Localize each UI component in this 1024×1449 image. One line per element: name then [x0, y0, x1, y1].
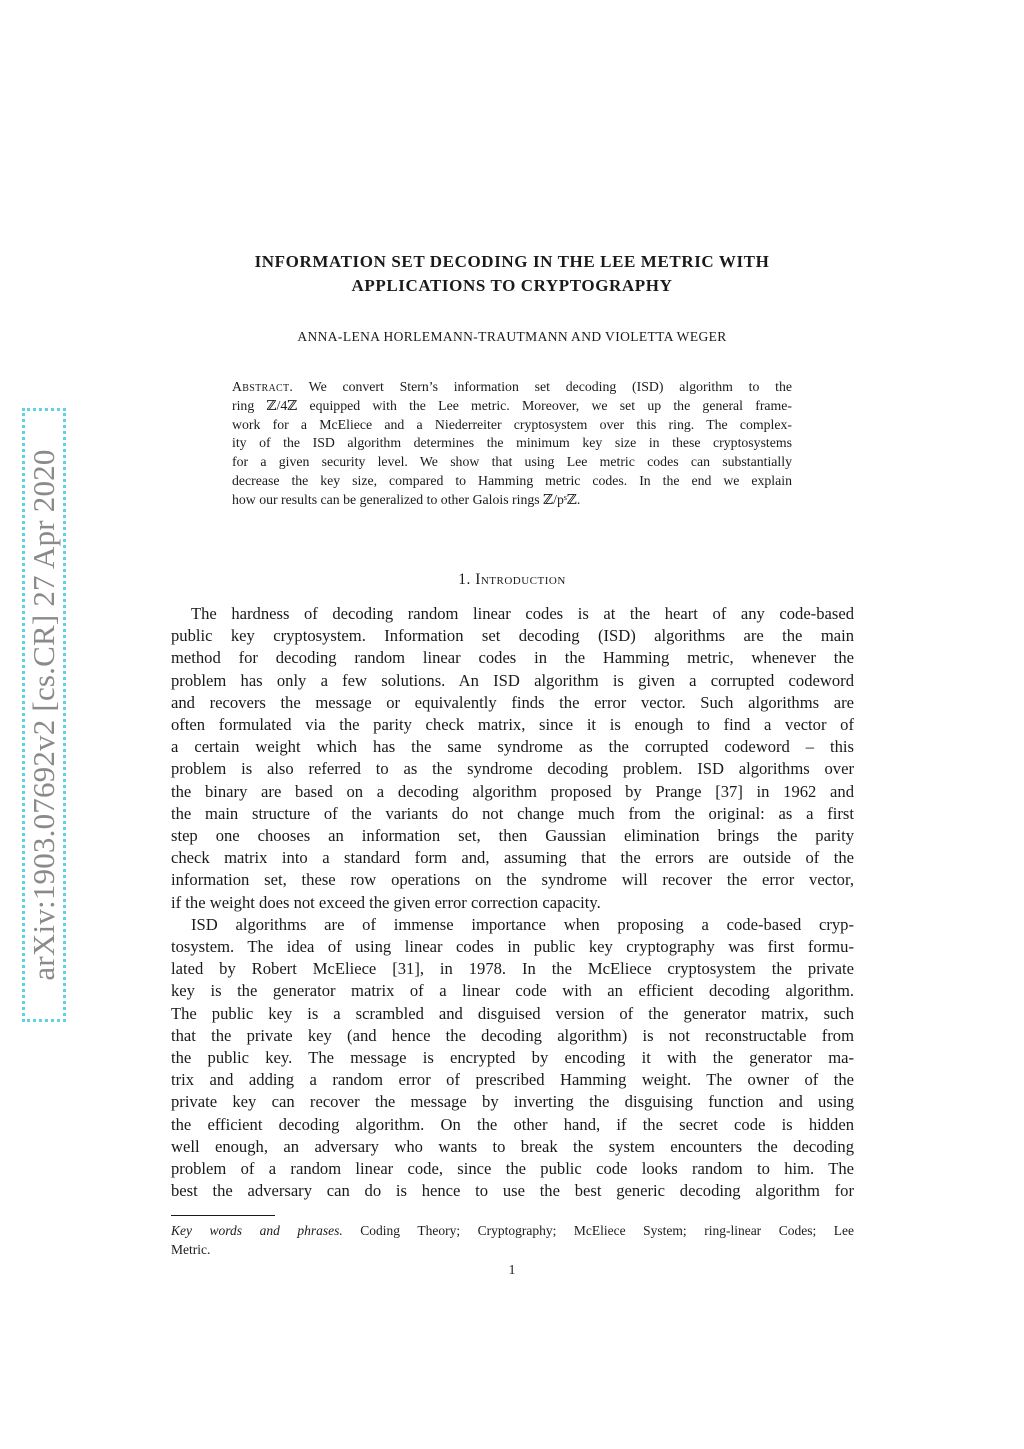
text-line: key is the generator matrix of a linear code with an efficient decoding algorithm.	[171, 981, 854, 1001]
footnote-label: Key words and phrases.	[171, 1223, 343, 1238]
text-line: a certain weight which has the same syndrome as the corrupted codeword – this	[171, 737, 854, 757]
text-line: the public key. The message is encrypted by encoding it with the generator ma-	[171, 1048, 854, 1068]
text-line: that the private key (and hence the decoding algorithm) is not reconstructable from	[171, 1025, 854, 1045]
footnote-line: Key words and phrases. Coding Theory; Cryptography; McEliece System; ring-linear Codes; Lee	[171, 1223, 854, 1238]
footnote-line: Metric.	[171, 1242, 211, 1257]
text-line: trix and adding a random error of prescribed Hamming weight. The owner of the	[171, 1070, 854, 1090]
text-line: problem of a random linear code, since the public code looks random to him. The	[171, 1159, 854, 1179]
text-line: method for decoding random linear codes in the Hamming metric, whenever the	[171, 648, 854, 668]
abstract-line: decrease the key size, compared to Hamming metric codes. In the end we explain	[232, 472, 792, 488]
text-line: often formulated via the parity check matrix, since it is enough to find a vector of	[171, 715, 854, 735]
arxiv-stamp	[22, 408, 66, 1022]
text-line: the main structure of the variants do not change much from the original: as a first	[171, 803, 854, 823]
text-line: problem has only a few solutions. An ISD algorithm is given a corrupted codeword	[171, 670, 854, 690]
section-title: Introduction	[475, 571, 566, 588]
text-line: public key cryptosystem. Information set decoding (ISD) algorithms are the main	[171, 626, 854, 646]
text-line: check matrix into a standard form and, assuming that the errors are outside of the	[171, 848, 854, 868]
text-line: well enough, an adversary who wants to break the system encounters the decoding	[171, 1136, 854, 1156]
section-number: 1.	[458, 571, 471, 588]
abstract-line: how our results can be generalized to other Galois rings ℤ/pˢℤ.	[232, 491, 581, 507]
text-line: and recovers the message or equivalently finds the error vector. Such algorithms are	[171, 692, 854, 712]
text-line: problem is also referred to as the syndrome decoding problem. ISD algorithms over	[171, 759, 854, 779]
text-line: tosystem. The idea of using linear codes in public key cryptography was first formu-	[171, 937, 854, 957]
text-line: ISD algorithms are of immense importance when proposing a code-based cryp-	[191, 914, 854, 934]
text-line: best the adversary can do is hence to use the best generic decoding algorithm for	[171, 1181, 854, 1201]
title-line: APPLICATIONS TO CRYPTOGRAPHY	[351, 276, 673, 295]
text-line: if the weight does not exceed the given error correction capacity.	[171, 892, 601, 912]
text-line: The hardness of decoding random linear codes is at the heart of any code-based	[191, 604, 854, 623]
text-line: information set, these row operations on the syndrome will recover the error vector,	[171, 870, 854, 890]
text-line: step one chooses an information set, then Gaussian elimination brings the parity	[171, 826, 854, 846]
abstract-line: for a given security level. We show that using Lee metric codes can substantially	[232, 454, 792, 470]
abstract	[232, 378, 792, 510]
abstract-line: ity of the ISD algorithm determines the minimum key size in these cryptosystems	[232, 435, 792, 451]
page-number: 1	[508, 1262, 516, 1277]
text-line: lated by Robert McEliece [31], in 1978. In the McEliece cryptosystem the private	[171, 959, 854, 979]
abstract-line: ring ℤ/4ℤ equipped with the Lee metric. Moreover, we set up the general frame-	[232, 397, 792, 413]
abstract-line: work for a McEliece and a Niederreiter cryptosystem over this ring. The complex-	[232, 416, 792, 432]
section-heading	[150, 571, 874, 589]
text-line: The public key is a scrambled and disguised version of the generator matrix, such	[171, 1003, 854, 1023]
paragraph-2	[171, 914, 854, 1203]
text-line: private key can recover the message by inverting the disguising function and using	[171, 1092, 854, 1112]
author-list: ANNA-LENA HORLEMANN-TRAUTMANN AND VIOLETTA WEGER	[297, 329, 727, 344]
footnote-rule	[171, 1215, 275, 1216]
paragraph-1	[171, 603, 854, 914]
footnote	[171, 1221, 854, 1259]
paper-title	[150, 250, 874, 298]
arxiv-identifier: arXiv:1903.07692v2 [cs.CR] 27 Apr 2020	[26, 449, 61, 981]
title-line: INFORMATION SET DECODING IN THE LEE METRIC WITH	[254, 252, 770, 271]
abstract-line: Abstract. We convert Stern’s information set decoding (ISD) algorithm to the	[232, 379, 793, 394]
text-line: the efficient decoding algorithm. On the other hand, if the secret code is hidden	[171, 1114, 854, 1134]
text-line: the binary are based on a decoding algorithm proposed by Prange [37] in 1962 and	[171, 781, 854, 801]
body-text	[171, 603, 854, 1202]
abstract-label: Abstract.	[232, 379, 294, 394]
